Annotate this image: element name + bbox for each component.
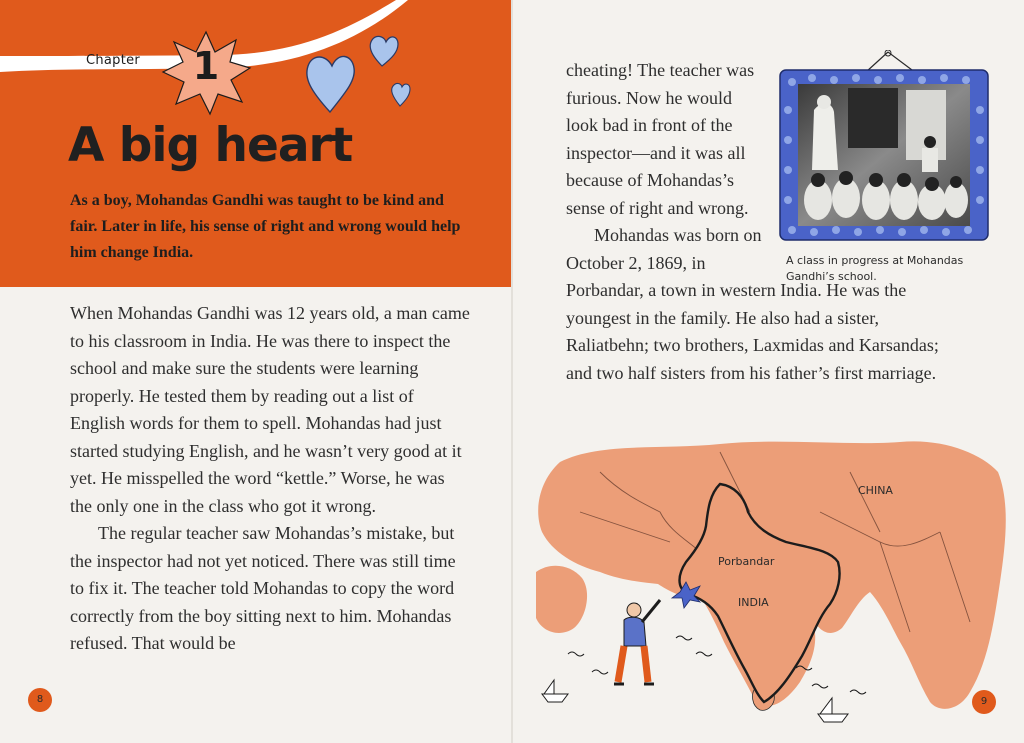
page-number-right: 9	[972, 690, 996, 714]
left-body-text	[70, 300, 470, 658]
paragraph: Mohandas was born on October 2, 1869, in	[566, 225, 762, 273]
paragraph: cheating! The teacher was furious. Now he would look bad in front of the inspector—and it was all because of Mohandas’s sense of right and wrong.	[566, 60, 755, 218]
boat-icon	[542, 680, 848, 722]
paragraph: Porbandar, a town in western India. He was the youngest in the family. He also had a sister, Raliatbehn; two brothers, Laxmidas and Karsandas; and two half sisters from his father’s first marriage.	[566, 280, 939, 383]
page-number-left: 8	[28, 688, 52, 712]
hearts-icon	[300, 30, 430, 120]
paragraph: When Mohandas Gandhi was 12 years old, a man came to his classroom in India. He was there to inspect the school and make sure the students were learning properly. He tested them by reading out a list of English words for them to spell. Mohandas had just started studying English, and he wasn’t very good at it yet. He misspelled the word “kettle.” Worse, he was the only one in the class who got it wrong.	[70, 303, 470, 516]
photo-caption: A class in progress at Mohandas Gandhi’s school.	[786, 254, 964, 283]
chapter-label: Chapter	[86, 53, 141, 68]
paragraph: The regular teacher saw Mohandas’s mistake, but the inspector had not yet noticed. There was still time to fix it. The teacher told Mohandas to copy the word correctly from the boy sitting next to him. Mohandas refused. That would be	[70, 523, 456, 653]
map-label-porbandar: Porbandar	[718, 555, 775, 568]
chapter-header	[0, 0, 511, 287]
map-shape	[520, 432, 1020, 732]
map-label-india: INDIA	[738, 596, 769, 609]
map-label-china: CHINA	[858, 484, 893, 497]
gutter	[511, 0, 513, 743]
person-illustration	[614, 600, 660, 684]
chapter-intro: As a boy, Mohandas Gandhi was taught to be kind and fair. Later in life, his sense of right and wrong would help him change India.	[70, 192, 461, 261]
chapter-number: 1	[192, 44, 220, 88]
map-illustration	[520, 432, 1020, 732]
chapter-title: A big heart	[68, 118, 353, 173]
class-photo	[778, 50, 990, 242]
